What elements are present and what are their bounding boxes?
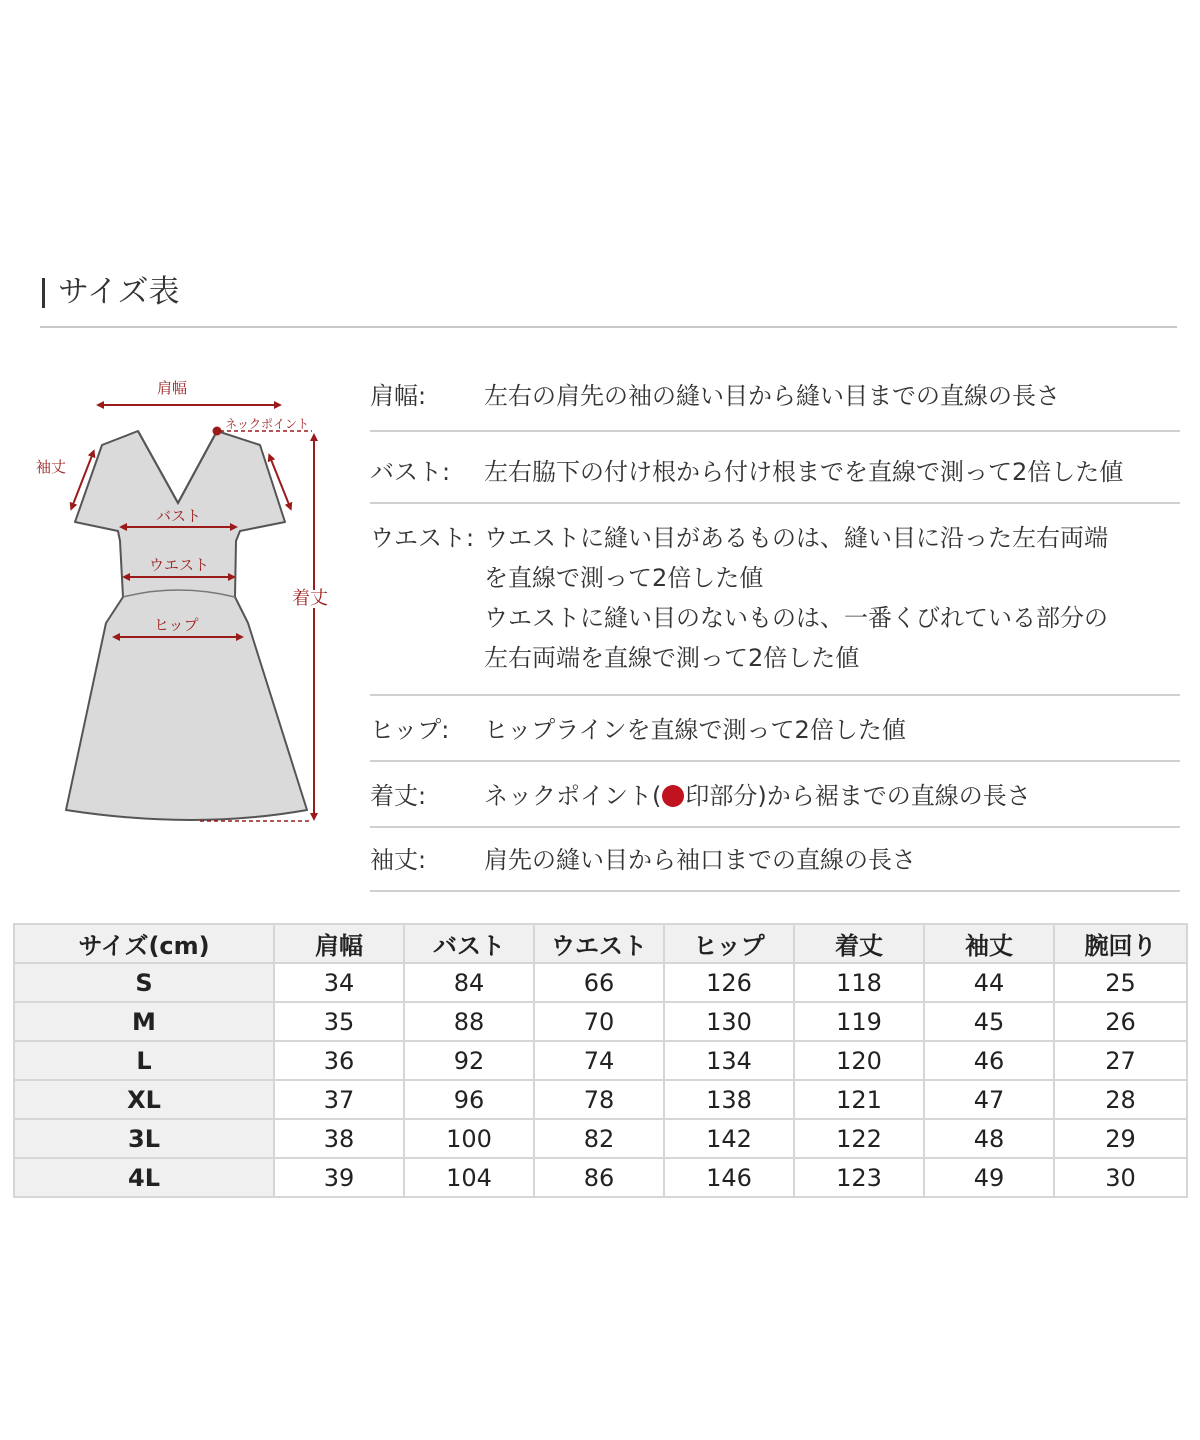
section-accent-bar [42,278,45,308]
table-row [14,1080,1187,1119]
table-cell: 45 [924,1002,1054,1041]
definition-term: ウエスト: [370,524,475,552]
table-cell: 37 [274,1080,404,1119]
table-cell: 38 [274,1119,404,1158]
table-cell: 104 [404,1158,534,1197]
diagram-label-shoulder: 肩幅 [157,379,188,397]
table-cell: 88 [404,1002,534,1041]
size-cell: XL [14,1080,274,1119]
definition-line [484,776,1180,816]
definition-length [370,762,1180,828]
definition-desc [484,776,1180,816]
table-cell: 44 [924,963,1054,1002]
definition-line: ウエストに縫い目があるものは、縫い目に沿った左右両端 [484,524,1108,552]
definition-sleeve [370,828,1180,892]
page-title: サイズ表 [58,274,180,310]
diagram-label-waist: ウエスト [149,556,210,574]
size-cell: S [14,963,274,1002]
column-header: 腕回り [1054,924,1187,963]
measurement-definitions [370,362,1180,892]
definition-line: 左右脇下の付け根から付け根までを直線で測って2倍した値 [484,458,1124,486]
table-cell: 100 [404,1119,534,1158]
definition-desc [484,518,1180,678]
definition-text-after: 印部分)から裾までの直線の長さ [685,782,1031,810]
definition-desc [484,840,1180,880]
size-table [13,923,1188,1198]
table-cell: 78 [534,1080,664,1119]
definition-term: 肩幅: [370,382,427,410]
column-header: 袖丈 [924,924,1054,963]
table-cell: 70 [534,1002,664,1041]
table-cell: 34 [274,963,404,1002]
table-cell: 121 [794,1080,924,1119]
definition-term: バスト: [370,458,451,486]
definition-term: 袖丈: [370,846,427,874]
definition-desc [484,710,1180,750]
table-cell: 46 [924,1041,1054,1080]
definition-bust [370,432,1180,504]
size-cell: 4L [14,1158,274,1197]
table-cell: 146 [664,1158,794,1197]
diagram-label-hip: ヒップ [154,616,199,634]
column-header: サイズ(cm) [14,924,274,963]
column-header: バスト [404,924,534,963]
definition-term: ヒップ: [370,716,450,744]
column-header: 着丈 [794,924,924,963]
table-cell: 28 [1054,1080,1187,1119]
column-header: ヒップ [664,924,794,963]
table-cell: 142 [664,1119,794,1158]
definition-term: 着丈: [370,782,427,810]
definition-hip [370,696,1180,762]
table-cell: 84 [404,963,534,1002]
definition-line: 左右の肩先の袖の縫い目から縫い目までの直線の長さ [484,382,1060,410]
red-dot-icon [662,785,684,807]
diagram-label-neck-point: ネックポイント [225,417,310,431]
table-cell: 130 [664,1002,794,1041]
table-row [14,1041,1187,1080]
size-cell: 3L [14,1119,274,1158]
table-cell: 118 [794,963,924,1002]
diagram-label-length: 着丈 [292,588,328,609]
table-cell: 96 [404,1080,534,1119]
definition-desc [484,376,1180,416]
definition-desc [484,452,1180,492]
table-header-row [14,924,1187,963]
definition-line: を直線で測って2倍した値 [484,564,764,592]
diagram-label-sleeve: 袖丈 [36,458,67,476]
table-cell: 25 [1054,963,1187,1002]
table-cell: 92 [404,1041,534,1080]
garment-diagram [20,365,360,835]
table-cell: 82 [534,1119,664,1158]
table-row [14,963,1187,1002]
size-cell: L [14,1041,274,1080]
table-cell: 30 [1054,1158,1187,1197]
definition-text-before: ネックポイント( [484,782,662,810]
definition-line: 肩先の縫い目から袖口までの直線の長さ [484,846,916,874]
table-cell: 138 [664,1080,794,1119]
table-cell: 29 [1054,1119,1187,1158]
table-cell: 86 [534,1158,664,1197]
table-cell: 66 [534,963,664,1002]
table-cell: 119 [794,1002,924,1041]
table-cell: 74 [534,1041,664,1080]
column-header: 肩幅 [274,924,404,963]
table-cell: 48 [924,1119,1054,1158]
table-cell: 134 [664,1041,794,1080]
table-cell: 26 [1054,1002,1187,1041]
table-cell: 120 [794,1041,924,1080]
table-row [14,1002,1187,1041]
table-cell: 27 [1054,1041,1187,1080]
size-cell: M [14,1002,274,1041]
column-header: ウエスト [534,924,664,963]
table-cell: 36 [274,1041,404,1080]
definition-shoulder [370,362,1180,432]
table-cell: 126 [664,963,794,1002]
definition-line: 左右両端を直線で測って2倍した値 [484,644,860,672]
table-cell: 35 [274,1002,404,1041]
definition-line: ウエストに縫い目のないものは、一番くびれている部分の [484,604,1108,632]
section-header [40,270,1177,328]
definition-waist [370,504,1180,696]
diagram-label-bust: バスト [156,507,202,525]
table-cell: 47 [924,1080,1054,1119]
table-cell: 49 [924,1158,1054,1197]
table-row [14,1119,1187,1158]
table-cell: 123 [794,1158,924,1197]
table-cell: 122 [794,1119,924,1158]
table-cell: 39 [274,1158,404,1197]
table-row [14,1158,1187,1197]
definition-line: ヒップラインを直線で測って2倍した値 [484,716,906,744]
